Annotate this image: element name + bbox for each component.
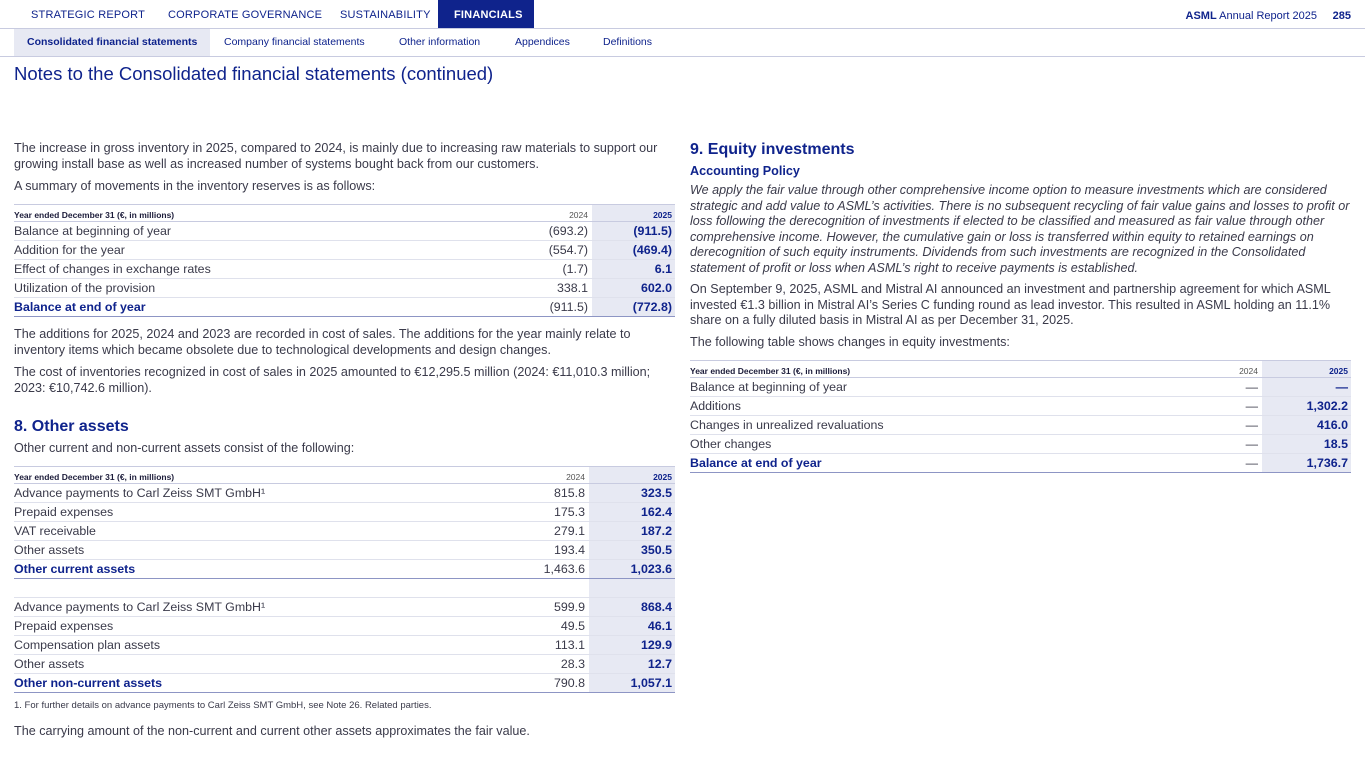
value-2025: 18.5: [1262, 435, 1351, 454]
table-header-row: [14, 205, 675, 222]
row-label: Additions: [690, 397, 1170, 416]
value-2024: 193.4: [494, 541, 589, 560]
table-total-row: [14, 560, 675, 579]
table-row: [690, 397, 1351, 416]
value-2024: (554.7): [494, 241, 592, 260]
accounting-policy-heading: Accounting Policy: [690, 164, 800, 178]
table-row: [14, 655, 675, 674]
value-2025: 46.1: [589, 617, 675, 636]
value-2024: (1.7): [494, 260, 592, 279]
column-2025: 2025: [592, 205, 675, 222]
table-row: [690, 435, 1351, 454]
column-2025: 2025: [589, 467, 675, 484]
value-2024: 1,463.6: [494, 560, 589, 579]
top-navigation: [0, 0, 1365, 29]
table-row: [690, 416, 1351, 435]
inventory-summary-paragraph: A summary of movements in the inventory reserves is as follows:: [14, 179, 376, 193]
table-row: [14, 222, 675, 241]
footnote: 1. For further details on advance payments to Carl Zeiss SMT GmbH, see Note 26. Related parties.: [14, 700, 432, 711]
value-2024: —: [1170, 454, 1262, 473]
value-2024: 113.1: [494, 636, 589, 655]
table-row: [14, 522, 675, 541]
value-2025: 1,302.2: [1262, 397, 1351, 416]
tab-corporate-governance[interactable]: CORPORATE GOVERNANCE: [168, 9, 323, 21]
mistral-investment-paragraph: On September 9, 2025, ASML and Mistral AI announced an investment and partnership agreement for which ASML invested €1.3 billion in Mistral AI’s Series C funding round as lead investor. This resulted in ASML holding an 11.1% share on a fully diluted basis in Mistral AI as per December 31, 2025.: [690, 282, 1331, 328]
value-2025: 162.4: [589, 503, 675, 522]
row-label: Advance payments to Carl Zeiss SMT GmbH¹: [14, 484, 494, 503]
page-title: Notes to the Consolidated financial statements (continued): [14, 63, 494, 84]
value-2025: 1,736.7: [1262, 454, 1351, 473]
row-label: Utilization of the provision: [14, 279, 494, 298]
other-assets-table: [14, 466, 675, 693]
table-row: [14, 484, 675, 503]
sub-navigation: [0, 29, 1365, 57]
value-2024: (693.2): [494, 222, 592, 241]
subtab-consolidated-financial-statements[interactable]: Consolidated financial statements: [14, 29, 210, 56]
column-2024: 2024: [494, 467, 589, 484]
equity-investments-table: [690, 360, 1351, 473]
value-2024: 790.8: [494, 674, 589, 693]
value-2025: —: [1262, 378, 1351, 397]
value-2024: —: [1170, 397, 1262, 416]
row-label: Changes in unrealized revaluations: [690, 416, 1170, 435]
value-2025: 868.4: [589, 598, 675, 617]
row-label: Prepaid expenses: [14, 617, 494, 636]
value-2024: 175.3: [494, 503, 589, 522]
value-2025: 602.0: [592, 279, 675, 298]
value-2024: —: [1170, 378, 1262, 397]
value-2024: 28.3: [494, 655, 589, 674]
row-label: Effect of changes in exchange rates: [14, 260, 494, 279]
table-row: [14, 241, 675, 260]
table-row: [14, 617, 675, 636]
section-9-heading: 9. Equity investments: [690, 141, 855, 158]
value-2025: 129.9: [589, 636, 675, 655]
table-row: [14, 598, 675, 617]
value-2024: 599.9: [494, 598, 589, 617]
spacer-cell: [494, 579, 589, 598]
row-label: Balance at beginning of year: [690, 378, 1170, 397]
value-2024: —: [1170, 416, 1262, 435]
row-label: Balance at end of year: [14, 298, 494, 317]
table-header-row: [690, 361, 1351, 378]
report-brand: [1186, 10, 1317, 22]
subtab-appendices[interactable]: Appendices: [515, 36, 570, 48]
table-row: [690, 378, 1351, 397]
value-2025: 12.7: [589, 655, 675, 674]
accounting-policy-text: We apply the fair value through other comprehensive income option to measure investments which are considered strategic and add value to ASML’s activities. There is no subsequent recycling of fair value gains and losses to profit or loss following the derecognition of investments if elected to be classified and measured as fair value through other comprehensive income. However, the cumulative gain or loss is transferred within equity to retained earnings on derecognition of such equity instruments. Dividends from such investments are recognized in the Consolidated statement of profit or loss when ASML’s right to receive payments is established.: [690, 183, 1350, 275]
section-8-heading: 8. Other assets: [14, 418, 129, 435]
subtab-company-financial-statements[interactable]: Company financial statements: [224, 36, 365, 48]
row-label: Other current assets: [14, 560, 494, 579]
tab-sustainability[interactable]: SUSTAINABILITY: [340, 9, 431, 21]
fair-value-paragraph: The carrying amount of the non-current and current other assets approximates the fair value.: [14, 724, 530, 738]
tab-strategic-report[interactable]: STRATEGIC REPORT: [31, 9, 146, 21]
table-row: [14, 541, 675, 560]
table-total-row: [14, 674, 675, 693]
row-label: Other non-current assets: [14, 674, 494, 693]
subtab-definitions[interactable]: Definitions: [603, 36, 653, 48]
table-header-label: Year ended December 31 (€, in millions): [690, 361, 1170, 378]
value-2025: 1,057.1: [589, 674, 675, 693]
row-label: VAT receivable: [14, 522, 494, 541]
column-2024: 2024: [494, 205, 592, 222]
column-2024: 2024: [1170, 361, 1262, 378]
row-label: Addition for the year: [14, 241, 494, 260]
value-2024: 279.1: [494, 522, 589, 541]
spacer-cell: [589, 579, 675, 598]
row-label: Other assets: [14, 541, 494, 560]
table-spacer-row: [14, 579, 675, 598]
table-header-row: [14, 467, 675, 484]
value-2025: 187.2: [589, 522, 675, 541]
value-2025: 323.5: [589, 484, 675, 503]
value-2024: (911.5): [494, 298, 592, 317]
cost-of-inventories-paragraph: The cost of inventories recognized in cost of sales in 2025 amounted to €12,295.5 million (2024: €11,010.3 million; 2023: €10,742.6 million).: [14, 365, 651, 395]
value-2025: (772.8): [592, 298, 675, 317]
table-row: [14, 260, 675, 279]
value-2025: (911.5): [592, 222, 675, 241]
value-2024: 815.8: [494, 484, 589, 503]
tab-financials[interactable]: FINANCIALS: [438, 0, 534, 28]
table-row: [14, 503, 675, 522]
brand-name: ASML: [1185, 10, 1217, 22]
row-label: Compensation plan assets: [14, 636, 494, 655]
table-total-row: [14, 298, 675, 317]
table-header-label: Year ended December 31 (€, in millions): [14, 467, 494, 484]
value-2024: 49.5: [494, 617, 589, 636]
row-label: Other assets: [14, 655, 494, 674]
column-2025: 2025: [1262, 361, 1351, 378]
other-assets-intro: Other current and non-current assets consist of the following:: [14, 441, 355, 455]
value-2025: (469.4): [592, 241, 675, 260]
subtab-other-information[interactable]: Other information: [399, 36, 481, 48]
brand-report-title: Annual Report 2025: [1219, 10, 1317, 22]
additions-paragraph: The additions for 2025, 2024 and 2023 are recorded in cost of sales. The additions for the year mainly relate to inventory items which became obsolete due to technological developments and design changes.: [14, 327, 631, 357]
inventory-intro-paragraph: The increase in gross inventory in 2025, compared to 2024, is mainly due to increasing raw materials to support our growing install base as well as increased number of systems bought back from our customers.: [14, 141, 658, 171]
page-number: 285: [1332, 10, 1351, 22]
row-label: Prepaid expenses: [14, 503, 494, 522]
value-2024: 338.1: [494, 279, 592, 298]
row-label: Advance payments to Carl Zeiss SMT GmbH¹: [14, 598, 494, 617]
spacer-cell: [14, 579, 494, 598]
table-row: [14, 636, 675, 655]
table-header-label: Year ended December 31 (€, in millions): [14, 205, 494, 222]
value-2024: —: [1170, 435, 1262, 454]
row-label: Balance at beginning of year: [14, 222, 494, 241]
value-2025: 1,023.6: [589, 560, 675, 579]
value-2025: 416.0: [1262, 416, 1351, 435]
value-2025: 6.1: [592, 260, 675, 279]
table-total-row: [690, 454, 1351, 473]
row-label: Other changes: [690, 435, 1170, 454]
equity-table-intro: The following table shows changes in equity investments:: [690, 335, 1010, 349]
value-2025: 350.5: [589, 541, 675, 560]
table-row: [14, 279, 675, 298]
row-label: Balance at end of year: [690, 454, 1170, 473]
inventory-reserves-table: [14, 204, 675, 317]
